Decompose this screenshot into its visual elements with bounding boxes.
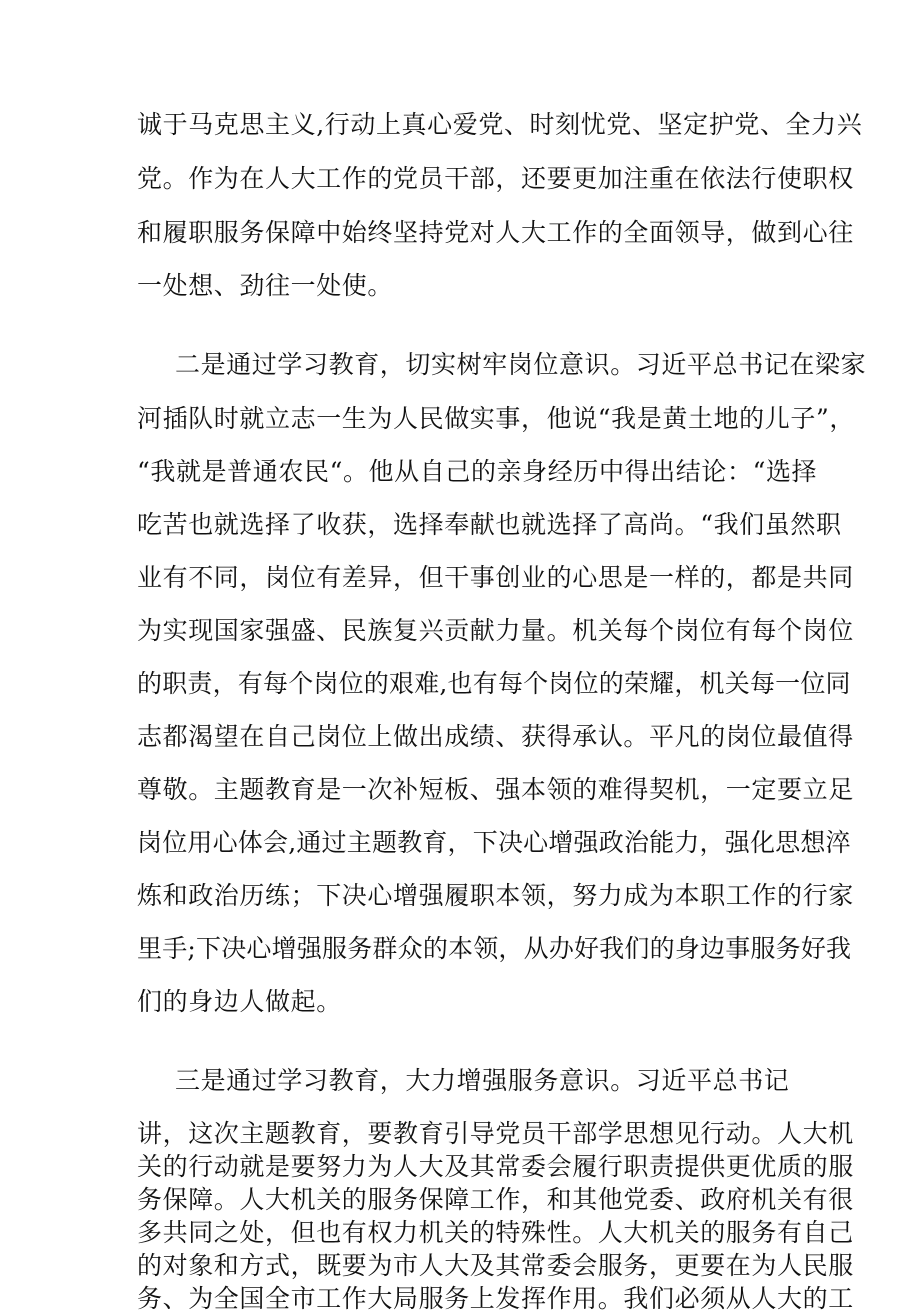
text-line: 志都渴望在自己岗位上做出成绩、获得承认。平凡的岗位最值得: [137, 722, 854, 751]
text-line: 二是通过学习教育，切实树牢岗位意识。习近平总书记在梁家: [175, 350, 867, 379]
text-line: 尊敬。主题教育是一次补短板、强本领的难得契机，一定要立足: [137, 775, 854, 804]
text-line: 为实现国家强盛、民族复兴贡献力量。机关每个岗位有每个岗位: [137, 616, 854, 645]
text-line: 三是通过学习教育，大力增强服务意识。习近平总书记: [175, 1066, 790, 1095]
text-line: 一处想、劲往一处使。: [137, 271, 394, 300]
text-line: 诚于马克思主义,行动上真心爱党、时刻忧党、坚定护党、全力兴: [137, 110, 863, 139]
text-line: 岗位用心体会,通过主题教育，下决心增强政治能力，强化思想淬: [137, 828, 851, 857]
text-line: “我就是普通农民“。他从自己的亲身经历中得出结论：“选择: [137, 457, 818, 486]
text-line: 党。作为在人大工作的党员干部，还要更加注重在依法行使职权: [137, 164, 854, 193]
text-line: 务、为全国全市工作大局服务上发挥作用。我们必须从人大的工: [137, 1284, 854, 1313]
text-line: 关的行动就是要努力为人大及其常委会履行职责提供更优质的服: [137, 1152, 854, 1181]
text-line: 炼和政治历练；下决心增强履职本领，努力成为本职工作的行家: [137, 881, 854, 910]
text-line: 河插队时就立志一生为人民做实事，他说“我是黄土地的儿子”，: [137, 404, 855, 433]
text-line: 里手;下决心增强服务群众的本领，从办好我们的身边事服务好我: [137, 934, 852, 963]
text-line: 们的身边人做起。: [137, 987, 342, 1016]
text-line: 和履职服务保障中始终坚持党对人大工作的全面领导，做到心往: [137, 218, 854, 247]
text-line: 吃苦也就选择了收获，选择奉献也就选择了高尚。“我们虽然职: [137, 510, 842, 539]
text-line: 业有不同，岗位有差异，但干事创业的心思是一样的，都是共同: [137, 563, 854, 592]
text-line: 的职责，有每个岗位的艰难,也有每个岗位的荣耀，机关每一位同: [137, 669, 851, 698]
text-line: 讲，这次主题教育，要教育引导党员干部学思想见行动。人大机: [137, 1119, 854, 1148]
text-line: 的对象和方式，既要为市人大及其常委会服务，更要在为人民服: [137, 1251, 854, 1280]
text-line: 务保障。人大机关的服务保障工作，和其他党委、政府机关有很: [137, 1185, 854, 1214]
text-line: 多共同之处，但也有权力机关的特殊性。人大机关的服务有自己: [137, 1218, 854, 1247]
